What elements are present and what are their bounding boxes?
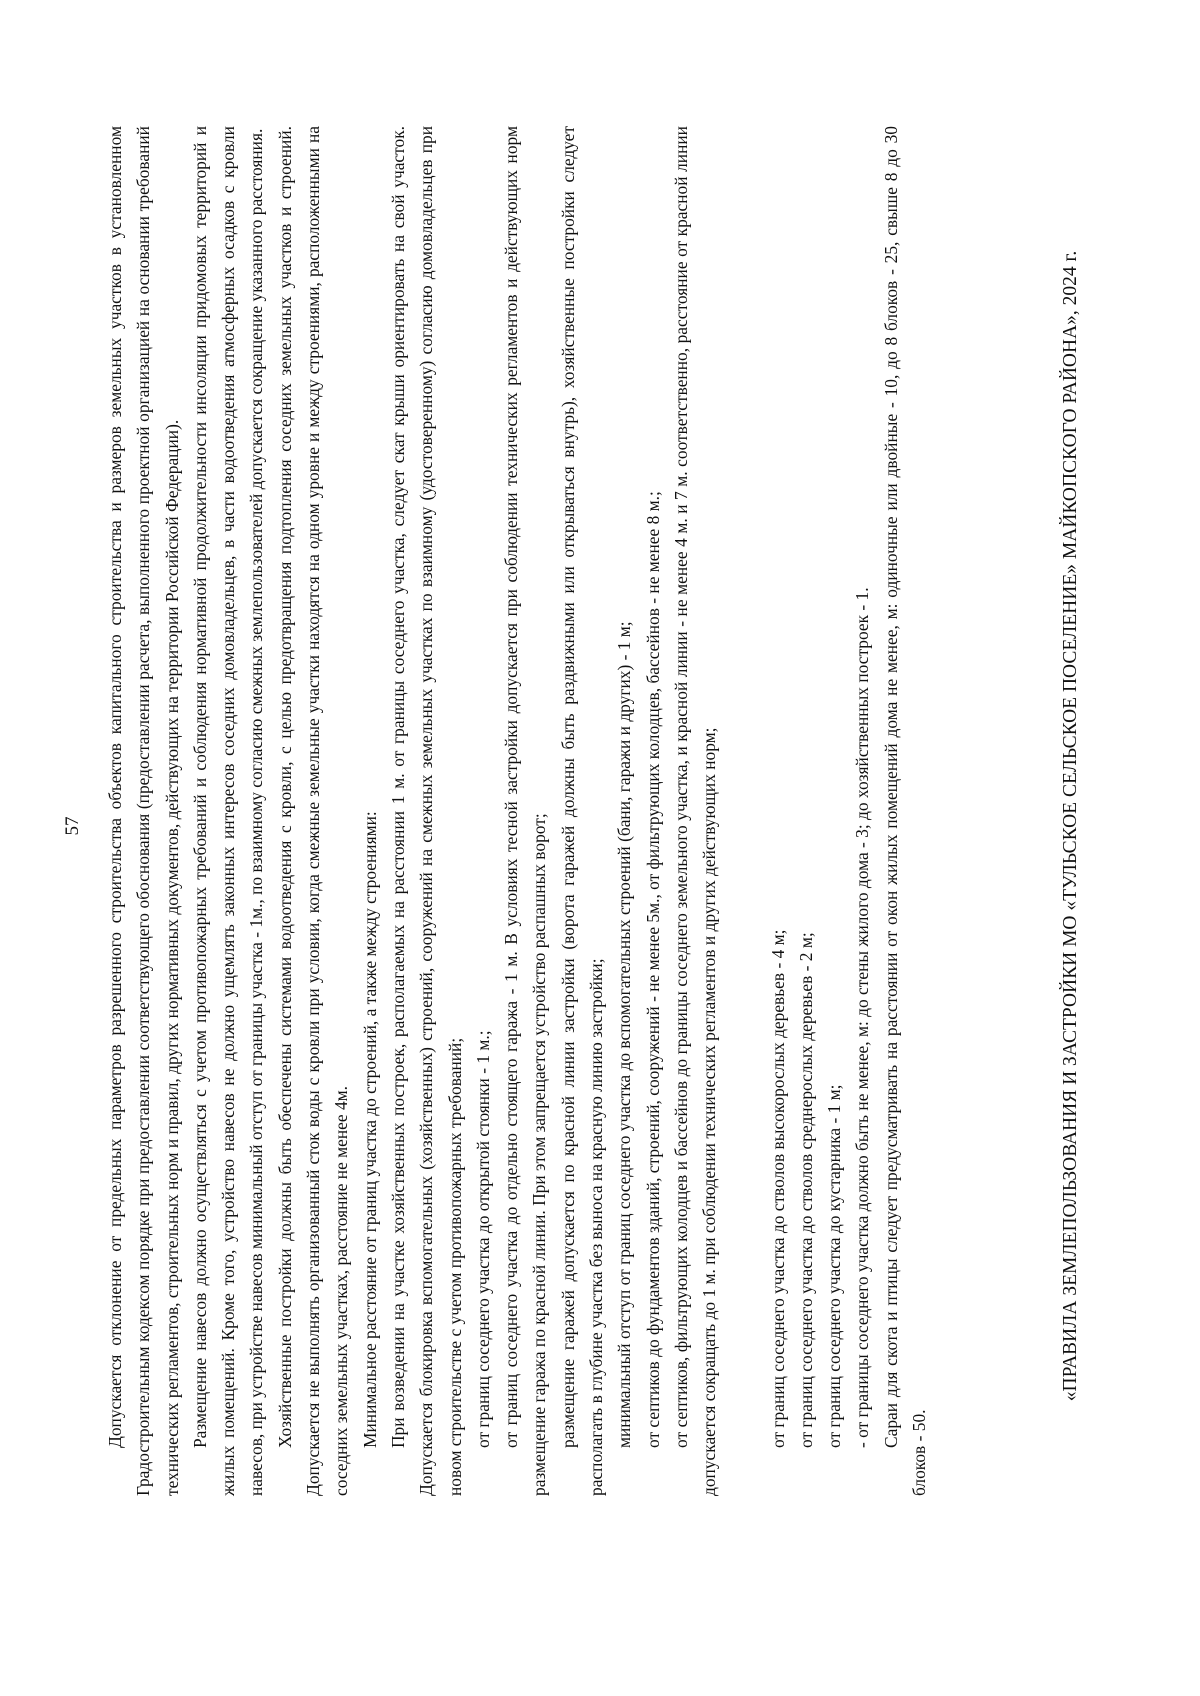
list-item: от границ соседнего участка до кустарника - 1 м; [824,1084,845,1448]
list-item: размещение гаражей допускается по красной линии застройки (ворота гаражей должны быть раздвижными или открываться внутрь), хозяйственные постройки следует располагать в глубине участка без выноса на красную линию застройки; [557,126,607,1496]
list-item: от границ соседнего участка до стволов среднерослых деревьев - 2 м; [795,932,816,1448]
rotated-sheet [59,108,1149,1544]
list-item: минимальный отступ от границ соседнего участка до вспомогательных строений (бани, гаражи и других) - 1 м; [614,621,635,1448]
document-footer-title: «ПРАВИЛА ЗЕМЛЕПОЛЬЗОВАНИЯ И ЗАСТРОЙКИ МО «ТУЛЬСКОЕ СЕЛЬСКОЕ ПОСЕЛЕНИЕ» МАЙКОПСКОГО РАЙОНА», 2024 г. [1060,250,1081,1402]
list-item: от границ соседнего участка до открытой стоянки - 1 м.; [472,1030,493,1448]
paragraph: Допускается отклонение от предельных параметров разрешенного строительства объектов капитального строительства и размеров земельных участков в установленном Градостроительным кодексом порядке при предоставлении соответствующего обоснования (предоставлении расчета, выполненного проектной организацией на основании требований технических регламентов, строительных норм и правил, других нормативных документов, действующих на территории Российской Федерации). [105,126,182,1496]
list-item: от границ соседнего участка до отдельно стоящего гаража - 1 м. В условиях тесной застройки допускается при соблюдении технических регламентов и действующих норм размещение гаража по красной линии. При этом запрещается устройство распашных ворот; [501,126,550,1496]
paragraph: Минимальное расстояние от границ участка до строений, а также между строениями: [359,811,380,1448]
paragraph: Размещение навесов должно осуществляться с учетом противопожарных требований и соблюдения нормативной продолжительности инсоляции придомовых территорий и жилых помещений. Кроме того, устройство навесов не должно ущемлять законных интересов соседних домовладельцев, в части водоотведения атмосферных осадков с кровли навесов, при устройстве навесов минимальный отступ от границы участка - 1м., по взаимному согласию смежных землепользователей допускается сокращение указанного расстояния. [189,126,267,1496]
paragraph: Хозяйственные постройки должны быть обеспечены системами водоотведения с кровли, с целью предотвращения подтопления соседних земельных участков и строений. Допускается не выполнять организованный сток воды с кровли при условии, когда смежные земельные участки находятся на одном уровне и между строениями, расположенными на соседних земельных участках, расстояние не менее 4м. [274,126,352,1496]
body-text [101,126,933,1496]
list-item: от границ соседнего участка до стволов высокорослых деревьев - 4 м; [767,929,788,1448]
list-item: от септиков до фундаментов зданий, строений, сооружений - не менее 5м., от фильтрующих колодцев, бассейнов - не менее 8 м.; [642,491,663,1448]
list-item: - от границы соседнего участка должно быть не менее, м: до стены жилого дома - 3; до хозяйственных построек - 1. [852,587,873,1448]
paragraph: При возведении на участке хозяйственных построек, располагаемых на расстоянии 1 м. от границы соседнего участка, следует скат крыши ориентировать на свой участок. Допускается блокировка вспомогательных (хозяйственных) строений, сооружений на смежных земельных участках по взаимному (удостоверенному) согласию домовладельцев при новом строительстве с учетом противопожарных требований; [387,126,465,1496]
paragraph: Сараи для скота и птицы следует предусматривать на расстоянии от окон жилых помещений дома не менее, м: одиночные или двойные - 10, до 8 блоков - 25, свыше 8 до 30 блоков - 50. [880,126,930,1496]
page-number: 57 [62,816,83,836]
list-item: от септиков, фильтрующих колодцев и бассейнов до границы соседнего земельного участка, и красной линии - не менее 4 м. и 7 м. соответственно, расстояние от красной линии допускается сокращать до 1 м. при соблюдении технических регламентов и других действующих норм; [670,126,720,1496]
